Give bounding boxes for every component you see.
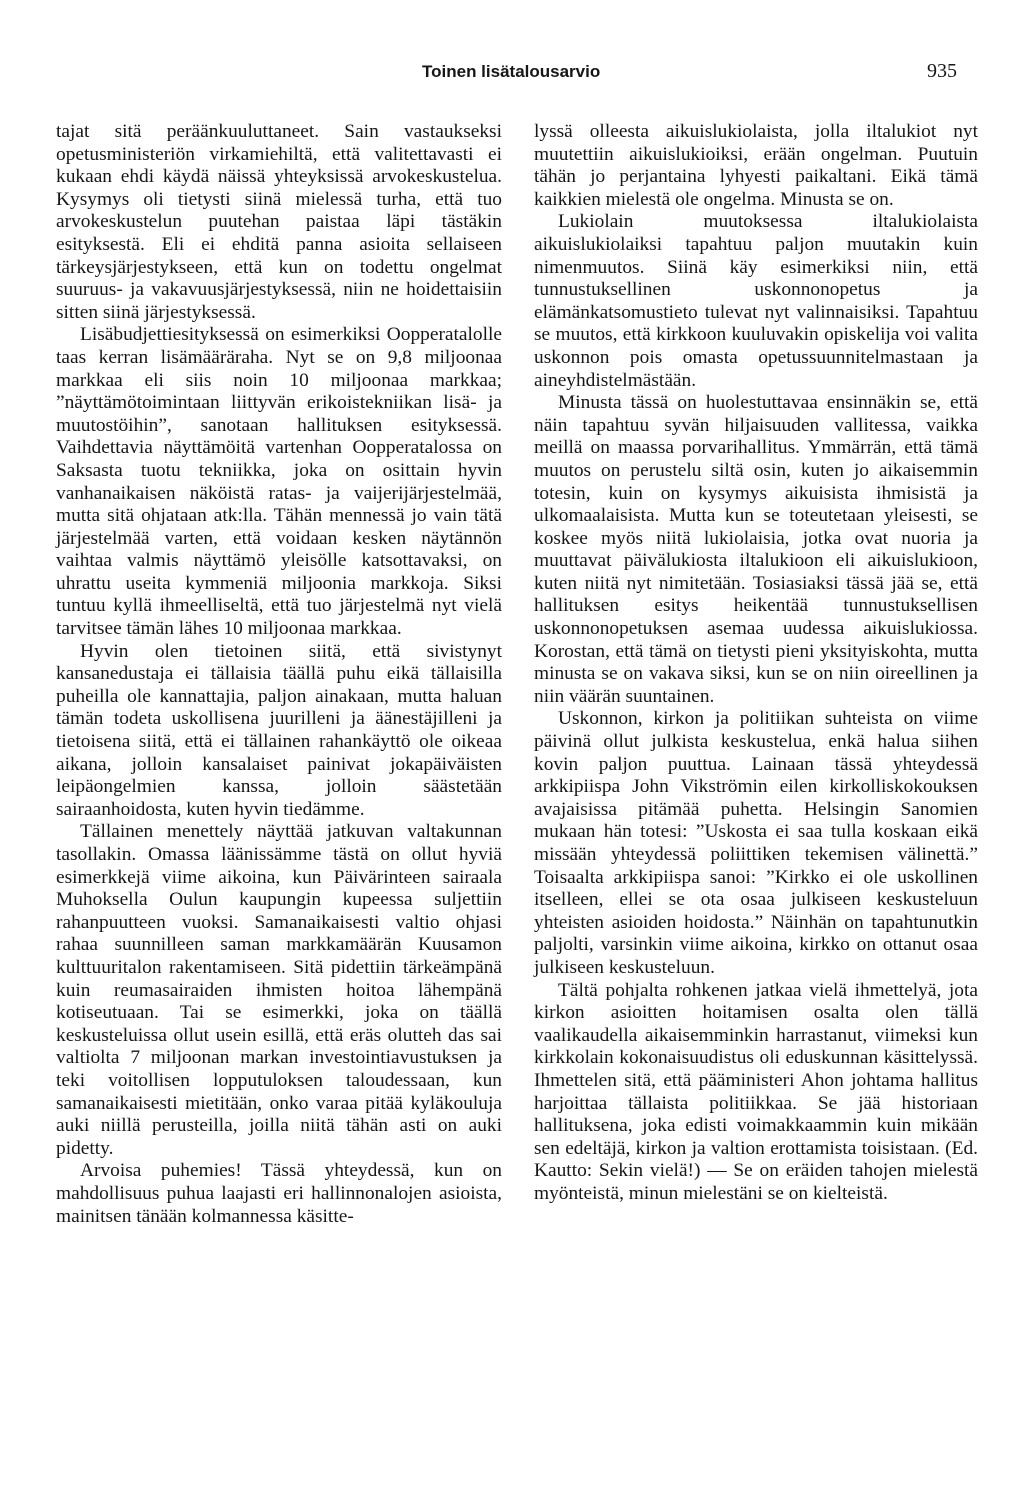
paragraph: Tältä pohjalta rohkenen jatkaa vielä ihmettelyä, jota kirkon asioitten hoitamisen osalta olen tällä vaalikaudella aikaisemminkin harrastanut, viimeksi kun kirkkolain kokonaisuudistus oli eduskunnan käsittelyssä. Ihmettelen sitä, että pääministeri Ahon johtama hallitus harjoittaa tällaista politiikkaa. Se jää historiaan hallituksena, joka edisti voimakkaammin kuin mikään sen edeltäjä, kirkon ja valtion erottamista toisistaan. (Ed. Kautto: Sekin vielä!) — Se on eräiden tahojen mielestä myönteistä, minun mielestäni se on kielteistä. — [534, 979, 978, 1204]
paragraph: tajat sitä peräänkuuluttaneet. Sain vastaukseksi opetusministeriön virkamiehiltä, että valitettavasti ei kukaan ehdi käydä näissä yhteyksissä arvokeskustelua. Kysymys oli tietysti siinä mielessä turha, että tuo arvokeskustelun puutehan paistaa läpi tästäkin esityksestä. Eli ei ehditä panna asioita sellaiseen tärkeysjärjestykseen, että kun on todettu ongelmat suuruus- ja vakavuusjärjestyksessä, niin ne hoidettaisiin sitten siinä järjestyksessä. — [56, 121, 502, 323]
paragraph: Uskonnon, kirkon ja politiikan suhteista on viime päivinä ollut julkista keskustelua, enkä halua siihen kovin paljon puuttua. Lainaan tässä yhteydessä arkkipiispa John Vikströmin eilen kirkolliskokouksen avajaisissa pitämää puhetta. Helsingin Sanomien mukaan hän totesi: ”Uskosta ei saa tulla koskaan eikä missään yhteydessä poliittiken tekemisen välinettä.” Toisaalta arkkipiispa sanoi: ”Kirkko ei ole uskollinen itselleen, ellei se ota osaa julkiseen keskusteluun yhteisten asioiden hoidosta.” Näinhän on tapahtunutkin paljolti, varsinkin viime aikoina, kirkko on ottanut osaa julkiseen keskusteluun. — [534, 708, 978, 978]
paragraph: Lukiolain muutoksessa iltalukiolaista aikuislukiolaiksi tapahtuu paljon muutakin kuin nimenmuutos. Siinä käy esimerkiksi niin, että tunnustuksellinen uskonnonopetus ja elämänkatsomustieto tulevat nyt valinnaisiksi. Tapahtuu se muutos, että kirkkoon kuuluvakin opiskelija voi valita uskonnon pois omasta opetussuunnitelmastaan ja aineyhdistelmästään. — [534, 211, 978, 391]
paragraph: Arvoisa puhemies! Tässä yhteydessä, kun on mahdollisuus puhua laajasti eri hallinnonalojen asioista, mainitsen tänään kolmannessa käsitte- — [56, 1160, 502, 1227]
running-header-title: Toinen lisätalousarvio — [422, 62, 601, 81]
paragraph: lyssä olleesta aikuislukiolaista, jolla iltalukiot nyt muutettiin aikuislukioiksi, erään ongelman. Puutuin tähän jo perjantaina lyhyesti paikaltani. Eikä tämä kaikkien mielestä ole ongelma. Minusta se on. — [534, 121, 978, 210]
paragraph: Tällainen menettely näyttää jatkuvan valtakunnan tasollakin. Omassa läänissämme tästä on ollut hyviä esimerkkejä viime aikoina, kun Päivärinteen sairaala Muhoksella Oulun kaupungin kupeessa suljettiin rahanpuutteen vuoksi. Samanaikaisesti valtio ohjasi rahaa suunnilleen saman markkamäärän Kuusamon kulttuuritalon rakentamiseen. Sitä pidettiin tärkeämpänä kuin reumasairaiden ihmisten hoitoa lähempänä kotiseutuaan. Tai se esimerkki, joka on täällä keskusteluissa ollut usein esillä, että eräs olutteh das sai valtiolta 7 miljoonan markan investointiavustuksen ja teki voitollisen lopputuloksen taloudessaan, kun samanaikaisesti mietitään, onko varaa pitää kyläkouluja auki niillä perusteilla, joilla niitä tähän asti on auki pidetty. — [56, 821, 502, 1159]
paragraph: Lisäbudjettiesityksessä on esimerkiksi Oopperatalolle taas kerran lisämääräraha. Nyt se on 9,8 miljoonaa markkaa eli siis noin 10 miljoonaa markkaa; ”näyttämötoimintaan liittyvän erikoistekniikan lisä- ja muutostöihin”, sanotaan hallituksen esityksessä. Vaihdettavia näyttämöitä vartenhan Oopperatalossa on Saksasta tuotu tekniikka, joka on osittain hyvin vanhanaikaisen näköistä ratas- ja vaijerijärjestelmää, mutta sitä ohjataan atk:lla. Tähän mennessä jo vain tätä järjestelmää varten, että voidaan kesken näytännön vaihtaa valmis näyttämö yleisölle katsottavaksi, on uhrattu useita kymmeniä miljoonia markkoja. Siksi tuntuu kyllä ihmeelliseltä, että tuo järjestelmä nyt vielä tarvitsee tämän lähes 10 miljoonaa markkaa. — [56, 324, 502, 640]
paragraph: Minusta tässä on huolestuttavaa ensinnäkin se, että näin tapahtuu syvän hiljaisuuden vallitessa, vaikka meillä on maassa porvarihallitus. Ymmärrän, että tämä muutos on perustelu siltä osin, kuten jo aikaisemmin totesin, kuin on kysymys aikuisista ihmisistä ja ulkomaalaisista. Mutta kun se toteutetaan yleisesti, se koskee myös niitä lukiolaisia, jotka ovat nuoria ja muuttavat päivälukiosta iltalukioon eli aikuislukioon, kuten niitä nyt nimitetään. Tosiasiaksi tässä jää se, että hallituksen esitys heikentää tunnustuksellisen uskonnonopetuksen asemaa uudessa aikuislukiossa. Korostan, että tämä on tietysti pieni yksityiskohta, mutta minusta se on vakava siksi, kun se on niin oireellinen ja niin väärän suuntainen. — [534, 392, 978, 707]
page-number: 935 — [927, 60, 957, 82]
left-text-column — [56, 121, 502, 1228]
paragraph: Hyvin olen tietoinen siitä, että sivistynyt kansanedustaja ei tällaisia täällä puhu eikä tällaisilla puheilla ole kannattajia, paljon ainakaan, mutta haluan tämän todeta uskollisena juurilleni ja äänestäjilleni ja tietoisena siitä, että ei tällainen rahankäyttö ole oikeaa aikana, jolloin kansalaiset painivat jokapäiväisten leipäongelmien kanssa, jolloin säästetään sairaanhoidosta, kuten hyvin tiedämme. — [56, 640, 502, 820]
right-text-column — [534, 121, 978, 1206]
